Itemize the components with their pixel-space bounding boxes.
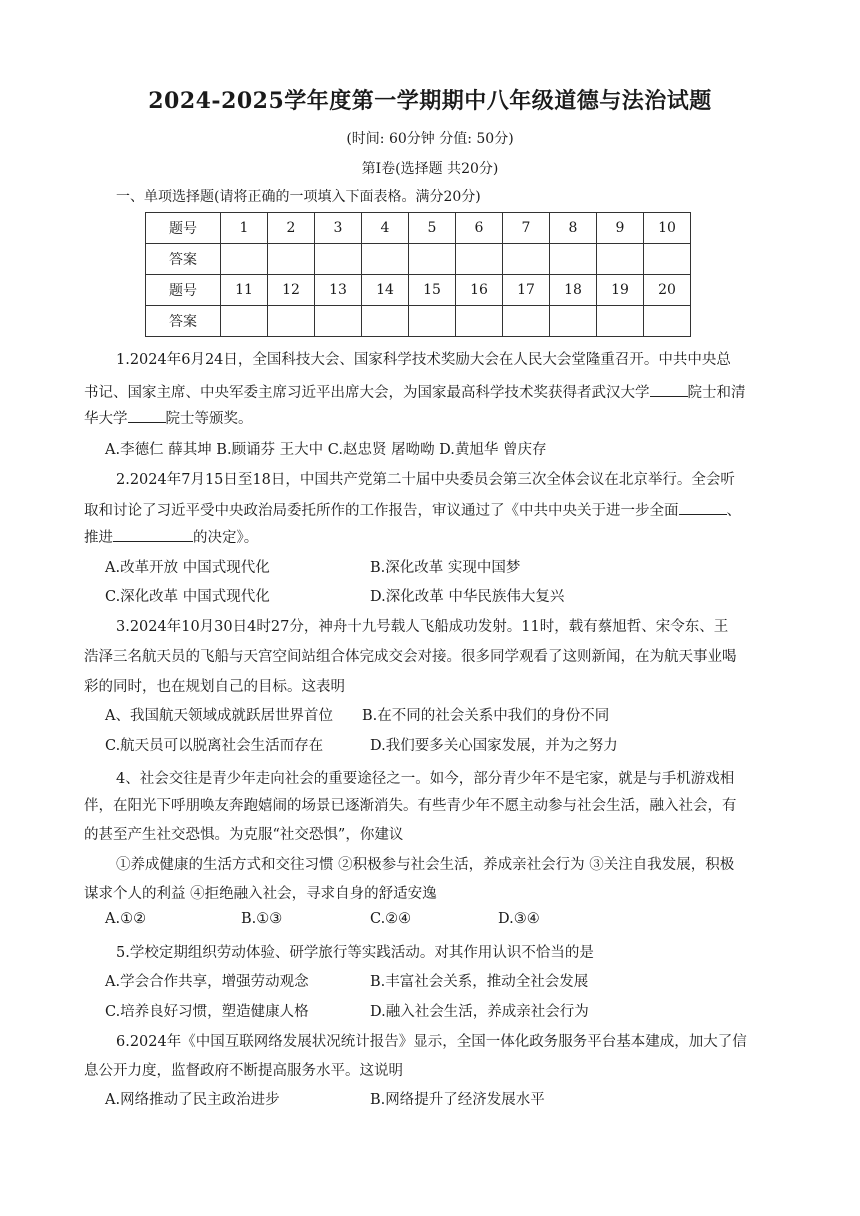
q5-line-1: 5.学校定期组织劳动体验、研学旅行等实践活动。对其作用认识不恰当的是 bbox=[116, 945, 594, 961]
q2-text: 取和讨论了习近平受中央政治局委托所作的工作报告，审议通过了《中共中央关于进一步全面 bbox=[84, 503, 679, 519]
answer-cell[interactable] bbox=[409, 306, 456, 337]
q1-line-1: 1.2024年6月24日，全国科技大会、国家科学技术奖励大会在人民大会堂隆重召开。中共中央总 bbox=[116, 352, 731, 368]
q6-option-b: B.网络提升了经济发展水平 bbox=[370, 1092, 545, 1108]
answer-cell[interactable] bbox=[268, 244, 315, 275]
table-header-cell: 题号 bbox=[146, 275, 221, 306]
q4-line-1: 4、社会交往是青少年走向社会的重要途径之一。如今，部分青少年不是宅家，就是与手机游戏相 bbox=[116, 771, 735, 787]
answer-cell[interactable] bbox=[221, 244, 268, 275]
q5-option-a: A.学会合作共享，增强劳动观念 bbox=[105, 974, 309, 990]
table-row bbox=[146, 244, 691, 275]
q2-text: 、 bbox=[726, 503, 741, 519]
table-row bbox=[146, 213, 691, 244]
answer-cell[interactable] bbox=[409, 244, 456, 275]
answer-cell[interactable] bbox=[456, 244, 503, 275]
q3-line-2: 浩泽三名航天员的飞船与天宫空间站组合体完成交会对接。很多同学观看了这则新闻，在为航天事业喝 bbox=[84, 649, 737, 665]
q5-option-b: B.丰富社会关系，推动全社会发展 bbox=[370, 974, 589, 990]
table-cell: 3 bbox=[315, 213, 362, 244]
table-cell: 11 bbox=[221, 275, 268, 306]
q5-option-d: D.融入社会生活，养成亲社会行为 bbox=[370, 1004, 589, 1020]
answer-cell[interactable] bbox=[362, 244, 409, 275]
q2-option-b: B.深化改革 实现中国梦 bbox=[370, 560, 521, 576]
answer-cell[interactable] bbox=[550, 306, 597, 337]
q1-text: 院士和清 bbox=[687, 385, 746, 401]
q6-line-1: 6.2024年《中国互联网络发展状况统计报告》显示，全国一体化政务服务平台基本建成，加大了信 bbox=[116, 1034, 747, 1050]
table-cell: 2 bbox=[268, 213, 315, 244]
instruction: 一、单项选择题(请将正确的一项填入下面表格。满分20分) bbox=[116, 189, 481, 205]
answer-cell[interactable] bbox=[315, 306, 362, 337]
q4-option-a: A.①② bbox=[105, 911, 147, 927]
q4-line-3: 的甚至产生社交恐惧。为克服“社交恐惧”，你建议 bbox=[84, 827, 404, 843]
q4-option-d: D.③④ bbox=[498, 911, 540, 927]
table-cell: 4 bbox=[362, 213, 409, 244]
table-cell: 10 bbox=[644, 213, 691, 244]
q3-option-a: A、我国航天领域成就跃居世界首位 bbox=[105, 708, 333, 724]
section-heading: 第Ⅰ卷(选择题 共20分) bbox=[361, 161, 499, 177]
table-header-cell: 答案 bbox=[146, 244, 221, 275]
q2-option-c: C.深化改革 中国式现代化 bbox=[105, 589, 270, 605]
answer-cell[interactable] bbox=[503, 306, 550, 337]
answer-cell[interactable] bbox=[362, 306, 409, 337]
table-row bbox=[146, 275, 691, 306]
q3-line-3: 彩的同时，也在规划自己的目标。这表明 bbox=[84, 679, 345, 695]
table-header-cell: 题号 bbox=[146, 213, 221, 244]
q1-text: 华大学 bbox=[84, 411, 128, 427]
answer-cell[interactable] bbox=[503, 244, 550, 275]
q6-option-a: A.网络推动了民主政治进步 bbox=[105, 1092, 280, 1108]
q2-option-a: A.改革开放 中国式现代化 bbox=[105, 560, 270, 576]
q4-line-5: 谋求个人的利益 ④拒绝融入社会，寻求自身的舒适安逸 bbox=[84, 886, 437, 902]
answer-cell[interactable] bbox=[456, 306, 503, 337]
answer-cell[interactable] bbox=[597, 306, 644, 337]
q1-text: 院士等颁奖。 bbox=[165, 411, 253, 427]
table-cell: 16 bbox=[456, 275, 503, 306]
q2-option-d: D.深化改革 中华民族伟大复兴 bbox=[370, 589, 565, 605]
blank bbox=[128, 408, 166, 423]
q2-text: 的决定》。 bbox=[193, 530, 259, 546]
table-header-cell: 答案 bbox=[146, 306, 221, 337]
table-row bbox=[146, 306, 691, 337]
q3-option-c: C.航天员可以脱离社会生活而存在 bbox=[105, 738, 324, 754]
q1-line-3 bbox=[84, 407, 784, 428]
q1-text: 书记、国家主席、中央军委主席习近平出席大会，为国家最高科学技术奖获得者武汉大学 bbox=[84, 385, 650, 401]
table-cell: 5 bbox=[409, 213, 456, 244]
table-cell: 19 bbox=[597, 275, 644, 306]
blank bbox=[113, 527, 193, 542]
table-cell: 14 bbox=[362, 275, 409, 306]
q2-line-3 bbox=[84, 526, 784, 547]
table-cell: 12 bbox=[268, 275, 315, 306]
table-cell: 6 bbox=[456, 213, 503, 244]
time-info: (时间: 60分钟 分值: 50分) bbox=[346, 131, 514, 147]
table-cell: 18 bbox=[550, 275, 597, 306]
exam-title: 2024-2025学年度第一学期期中八年级道德与法治试题 bbox=[148, 88, 712, 114]
answer-cell[interactable] bbox=[221, 306, 268, 337]
q4-option-b: B.①③ bbox=[241, 911, 283, 927]
answer-cell[interactable] bbox=[315, 244, 362, 275]
table-cell: 9 bbox=[597, 213, 644, 244]
blank bbox=[650, 382, 688, 397]
q3-option-d: D.我们要多关心国家发展，并为之努力 bbox=[370, 738, 618, 754]
table-cell: 15 bbox=[409, 275, 456, 306]
answer-cell[interactable] bbox=[268, 306, 315, 337]
q2-line-1: 2.2024年7月15日至18日，中国共产党第二十届中央委员会第三次全体会议在北京举行。全会听 bbox=[116, 472, 735, 488]
table-cell: 20 bbox=[644, 275, 691, 306]
answer-cell[interactable] bbox=[550, 244, 597, 275]
q1-line-2 bbox=[84, 381, 784, 402]
answer-table bbox=[145, 212, 691, 337]
blank bbox=[679, 500, 727, 515]
q6-line-2: 息公开力度，监督政府不断提高服务水平。这说明 bbox=[84, 1063, 403, 1079]
q2-line-2 bbox=[84, 499, 784, 520]
table-cell: 13 bbox=[315, 275, 362, 306]
table-cell: 8 bbox=[550, 213, 597, 244]
q4-line-4: ①养成健康的生活方式和交往习惯 ②积极参与社会生活，养成亲社会行为 ③关注自我发展，积极 bbox=[116, 857, 735, 873]
q3-line-1: 3.2024年10月30日4时27分，神舟十九号载人飞船成功发射。11时，载有蔡旭哲、宋令东、王 bbox=[116, 619, 729, 635]
table-cell: 1 bbox=[221, 213, 268, 244]
q5-option-c: C.培养良好习惯，塑造健康人格 bbox=[105, 1004, 309, 1020]
answer-cell[interactable] bbox=[644, 306, 691, 337]
q3-option-b: B.在不同的社会关系中我们的身份不同 bbox=[362, 708, 610, 724]
q4-line-2: 伴，在阳光下呼朋唤友奔跑嬉闹的场景已逐渐消失。有些青少年不愿主动参与社会生活，融入社会，有 bbox=[84, 798, 737, 814]
q4-option-c: C.②④ bbox=[370, 911, 412, 927]
table-cell: 7 bbox=[503, 213, 550, 244]
q2-text: 推进 bbox=[84, 530, 113, 546]
table-cell: 17 bbox=[503, 275, 550, 306]
answer-cell[interactable] bbox=[597, 244, 644, 275]
q1-options: A.李德仁 薛其坤 B.顾诵芬 王大中 C.赵忠贤 屠呦呦 D.黄旭华 曾庆存 bbox=[105, 442, 547, 458]
answer-cell[interactable] bbox=[644, 244, 691, 275]
